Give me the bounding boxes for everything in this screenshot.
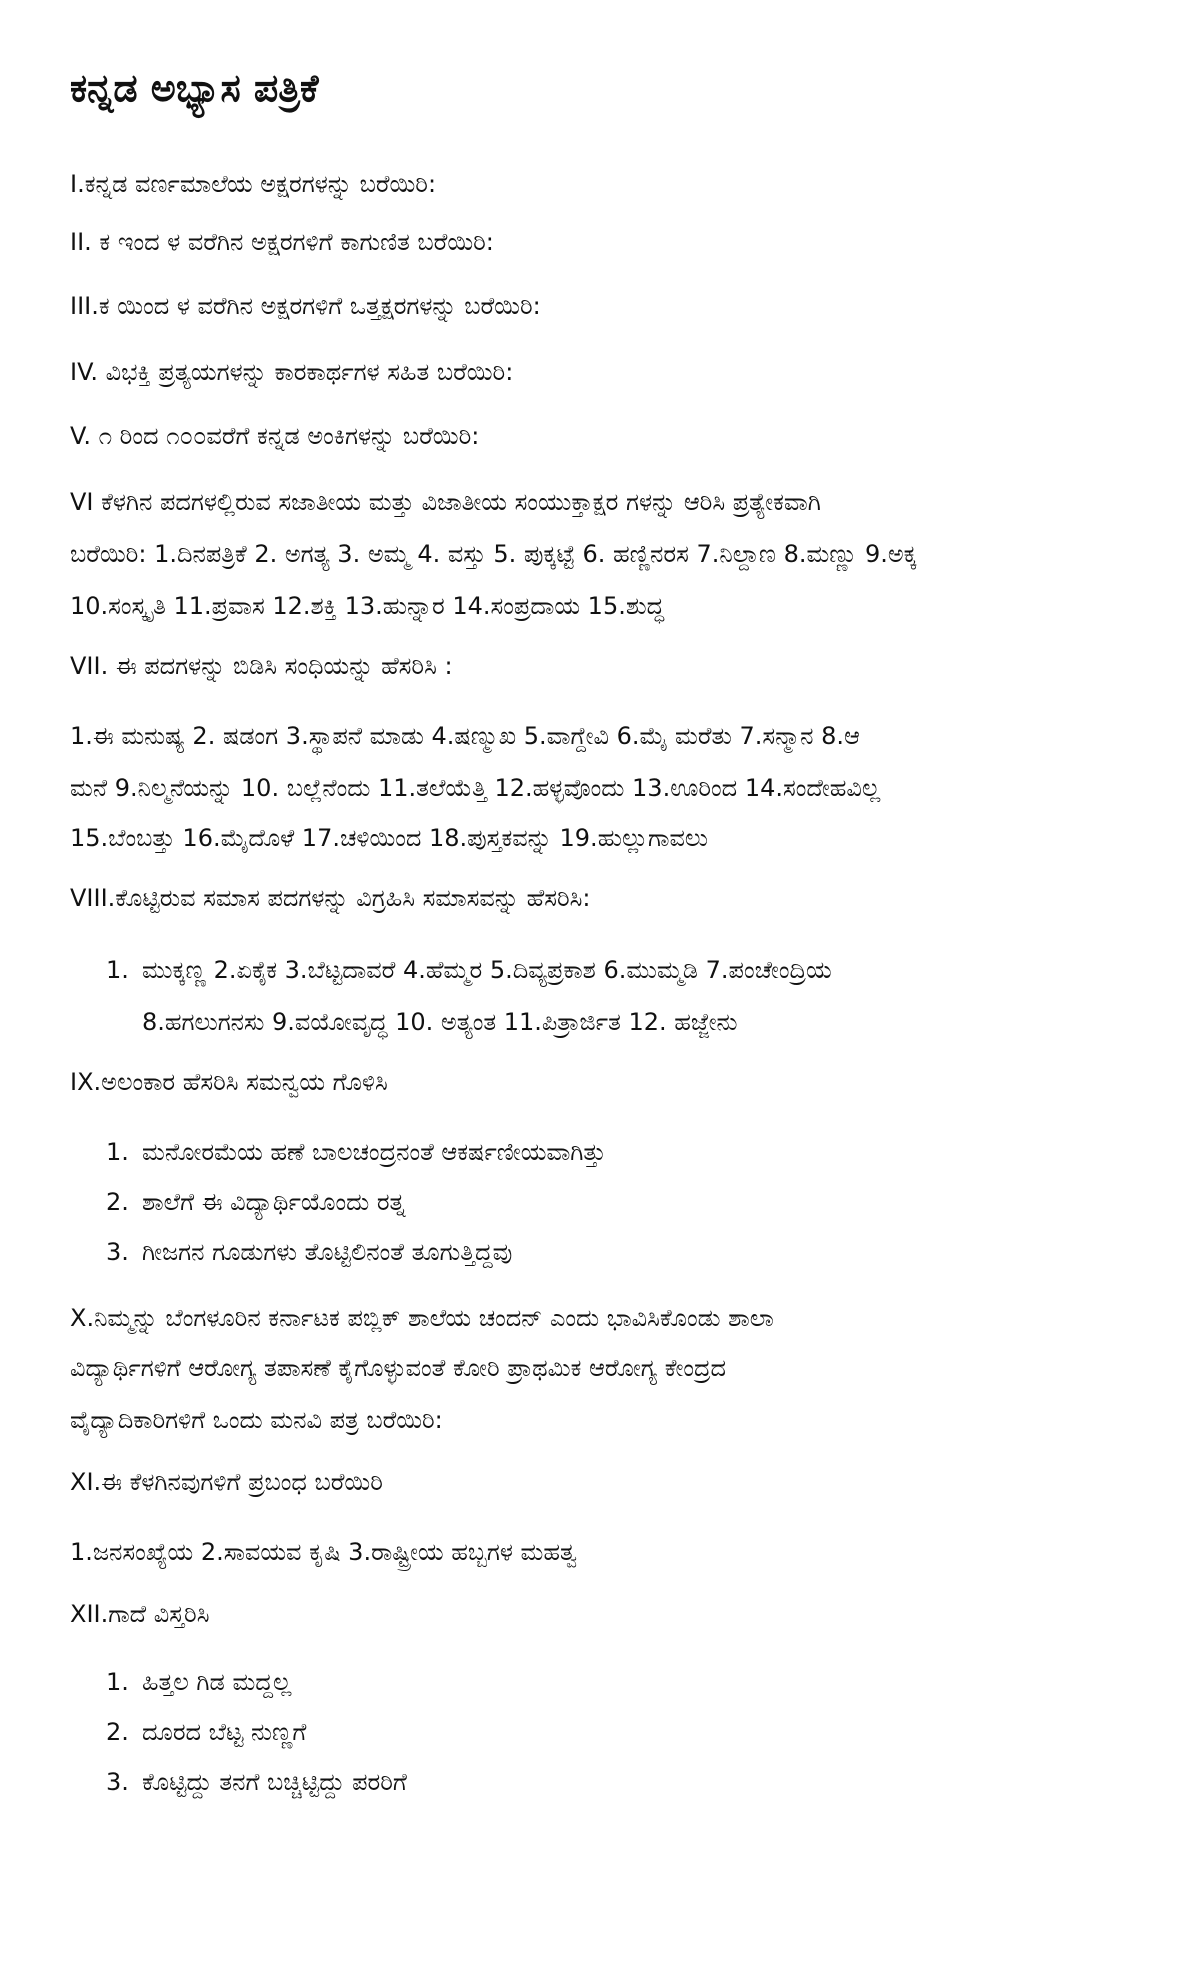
question-5: V. ೧ ರಿಂದ ೧೦೦ವರೆಗೆ ಕನ್ನಡ ಅಂಕಿಗಳನ್ನು ಬರೆಯಿರಿ:	[70, 422, 480, 450]
question-7-line-1: 1.ಈ ಮನುಷ್ಯ 2. ಷಡಂಗ 3.ಸ್ಥಾಪನೆ ಮಾಡು 4.ಷಣ್ಮುಖ 5.ವಾಗ್ದೇವಿ 6.ಮೈ ಮರೆತು 7.ಸನ್ಮಾನ 8.ಆ	[70, 722, 860, 750]
question-9-item-3	[106, 1236, 512, 1268]
question-12-item-1	[106, 1666, 291, 1698]
list-number: 2.	[106, 1718, 129, 1746]
question-9-heading: IX.ಅಲಂಕಾರ ಹೆಸರಿಸಿ ಸಮನ್ವಯ ಗೊಳಿಸಿ	[70, 1068, 388, 1096]
list-item-text: ಕೊಟ್ಟಿದ್ದು ತನಗೆ ಬಚ್ಚಿಟ್ಟಿದ್ದು ಪರರಿಗೆ	[142, 1768, 407, 1796]
question-12-item-2	[106, 1716, 306, 1748]
list-number: 1.	[106, 1138, 129, 1166]
question-8-item	[106, 954, 832, 986]
question-6-line-2: ಬರೆಯಿರಿ: 1.ದಿನಪತ್ರಿಕೆ 2. ಅಗತ್ಯ 3. ಅಮ್ಮ 4. ವಸ್ತು 5. ಪುಕ್ಕಟ್ಟೆ 6. ಹಣ್ಣಿನರಸ 7.ನಿಲ್ದಾಣ 8.ಮಣ್ಣು 9.ಅಕ್ಕ	[70, 540, 917, 568]
list-item-text: ಹಿತ್ತಲ ಗಿಡ ಮದ್ದಲ್ಲ	[142, 1668, 292, 1696]
list-number: 1.	[106, 956, 129, 984]
question-7-line-3: 15.ಬೆಂಬತ್ತು 16.ಮೈದೊಳೆ 17.ಚಳಿಯಿಂದ 18.ಪುಸ್ತಕವನ್ನು 19.ಹುಲ್ಲುಗಾವಲು	[70, 824, 709, 852]
question-11-heading: XI.ಈ ಕೆಳಗಿನವುಗಳಿಗೆ ಪ್ರಬಂಧ ಬರೆಯಿರಿ	[70, 1468, 383, 1496]
list-number: 3.	[106, 1238, 129, 1266]
question-8-item-line-1: ಮುಕ್ಕಣ್ಣ 2.ಏಕೈಕ 3.ಬೆಟ್ಟದಾವರೆ 4.ಹೆಮ್ಮರ 5.ದಿವ್ಯಪ್ರಕಾಶ 6.ಮುಮ್ಮಡಿ 7.ಪಂಚೇಂದ್ರಿಯ	[142, 956, 832, 984]
question-3: III.ಕ ಯಿಂದ ಳ ವರೆಗಿನ ಅಕ್ಷರಗಳಿಗೆ ಒತ್ತಕ್ಷರಗಳನ್ನು ಬರೆಯಿರಿ:	[70, 292, 541, 320]
question-9-item-1	[106, 1136, 606, 1168]
question-4: IV. ವಿಭಕ್ತಿ ಪ್ರತ್ಯಯಗಳನ್ನು ಕಾರಕಾರ್ಥಗಳ ಸಹಿತ ಬರೆಯಿರಿ:	[70, 358, 514, 386]
question-11-line: 1.ಜನಸಂಖ್ಯೆಯ 2.ಸಾವಯವ ಕೃಷಿ 3.ರಾಷ್ಟ್ರೀಯ ಹಬ್ಬಗಳ ಮಹತ್ವ	[70, 1538, 577, 1566]
question-7-heading: VII. ಈ ಪದಗಳನ್ನು ಬಿಡಿಸಿ ಸಂಧಿಯನ್ನು ಹೆಸರಿಸಿ :	[70, 652, 453, 680]
page-title: ಕನ್ನಡ ಅಭ್ಯಾಸ ಪತ್ರಿಕೆ	[70, 66, 319, 110]
list-item-text: ದೂರದ ಬೆಟ್ಟ ನುಣ್ಣಗೆ	[142, 1718, 307, 1746]
question-12-heading: XII.ಗಾದೆ ವಿಸ್ತರಿಸಿ	[70, 1600, 210, 1628]
question-9-item-2	[106, 1186, 406, 1218]
list-item-text: ಶಾಲೆಗೆ ಈ ವಿದ್ಯಾರ್ಥಿಯೊಂದು ರತ್ನ	[142, 1188, 406, 1216]
question-10-line-2: ವಿದ್ಯಾರ್ಥಿಗಳಿಗೆ ಆರೋಗ್ಯ ತಪಾಸಣೆ ಕೈಗೊಳ್ಳುವಂತೆ ಕೋರಿ ಪ್ರಾಥಮಿಕ ಆರೋಗ್ಯ ಕೇಂದ್ರದ	[70, 1354, 727, 1382]
list-number: 3.	[106, 1768, 129, 1796]
list-item-text: ಗೀಜಗನ ಗೂಡುಗಳು ತೊಟ್ಟಿಲಿನಂತೆ ತೂಗುತ್ತಿದ್ದವು	[142, 1238, 513, 1266]
question-8-heading: VIII.ಕೊಟ್ಟಿರುವ ಸಮಾಸ ಪದಗಳನ್ನು ವಿಗ್ರಹಿಸಿ ಸಮಾಸವನ್ನು ಹೆಸರಿಸಿ:	[70, 884, 591, 912]
list-number: 1.	[106, 1668, 129, 1696]
list-item-text: ಮನೋರಮೆಯ ಹಣೆ ಬಾಲಚಂದ್ರನಂತೆ ಆಕರ್ಷಣೀಯವಾಗಿತ್ತು	[142, 1138, 606, 1166]
question-6-line-3: 10.ಸಂಸ್ಕೃತಿ 11.ಪ್ರವಾಸ 12.ಶಕ್ತಿ 13.ಹುನ್ನಾರ 14.ಸಂಪ್ರದಾಯ 15.ಶುದ್ಧ	[70, 592, 665, 620]
question-12-item-3	[106, 1766, 407, 1798]
question-10-line-1: X.ನಿಮ್ಮನ್ನು ಬೆಂಗಳೂರಿನ ಕರ್ನಾಟಕ ಪಬ್ಲಿಕ್ ಶಾಲೆಯ ಚಂದನ್ ಎಂದು ಭಾವಿಸಿಕೊಂಡು ಶಾಲಾ	[70, 1304, 774, 1332]
list-number: 2.	[106, 1188, 129, 1216]
question-10-line-3: ವೈದ್ಯಾದಿಕಾರಿಗಳಿಗೆ ಒಂದು ಮನವಿ ಪತ್ರ ಬರೆಯಿರಿ:	[70, 1406, 443, 1434]
question-6-line-1: VI ಕೆಳಗಿನ ಪದಗಳಲ್ಲಿರುವ ಸಜಾತೀಯ ಮತ್ತು ವಿಜಾತೀಯ ಸಂಯುಕ್ತಾಕ್ಷರ ಗಳನ್ನು ಆರಿಸಿ ಪ್ರತ್ಯೇಕವಾಗಿ	[70, 488, 821, 516]
question-2: II. ಕ ಇಂದ ಳ ವರೆಗಿನ ಅಕ್ಷರಗಳಿಗೆ ಕಾಗುಣಿತ ಬರೆಯಿರಿ:	[70, 228, 494, 256]
question-7-line-2: ಮನೆ 9.ನಿಲ್ಮನೆಯನ್ನು 10. ಬಲ್ಲೆನೆಂದು 11.ತಲೆಯೆತ್ತಿ 12.ಹಳ್ಳವೊಂದು 13.ಊರಿಂದ 14.ಸಂದೇಹವಿಲ್ಲ	[70, 774, 881, 802]
question-8-item-line-2: 8.ಹಗಲುಗನಸು 9.ವಯೋವೃದ್ಧ 10. ಅತ್ಯಂತ 11.ಪಿತ್ರಾರ್ಜಿತ 12. ಹಜ್ಜೇನು	[142, 1008, 738, 1036]
question-1: I.ಕನ್ನಡ ವರ್ಣಮಾಲೆಯ ಅಕ್ಷರಗಳನ್ನು ಬರೆಯಿರಿ:	[70, 170, 437, 198]
